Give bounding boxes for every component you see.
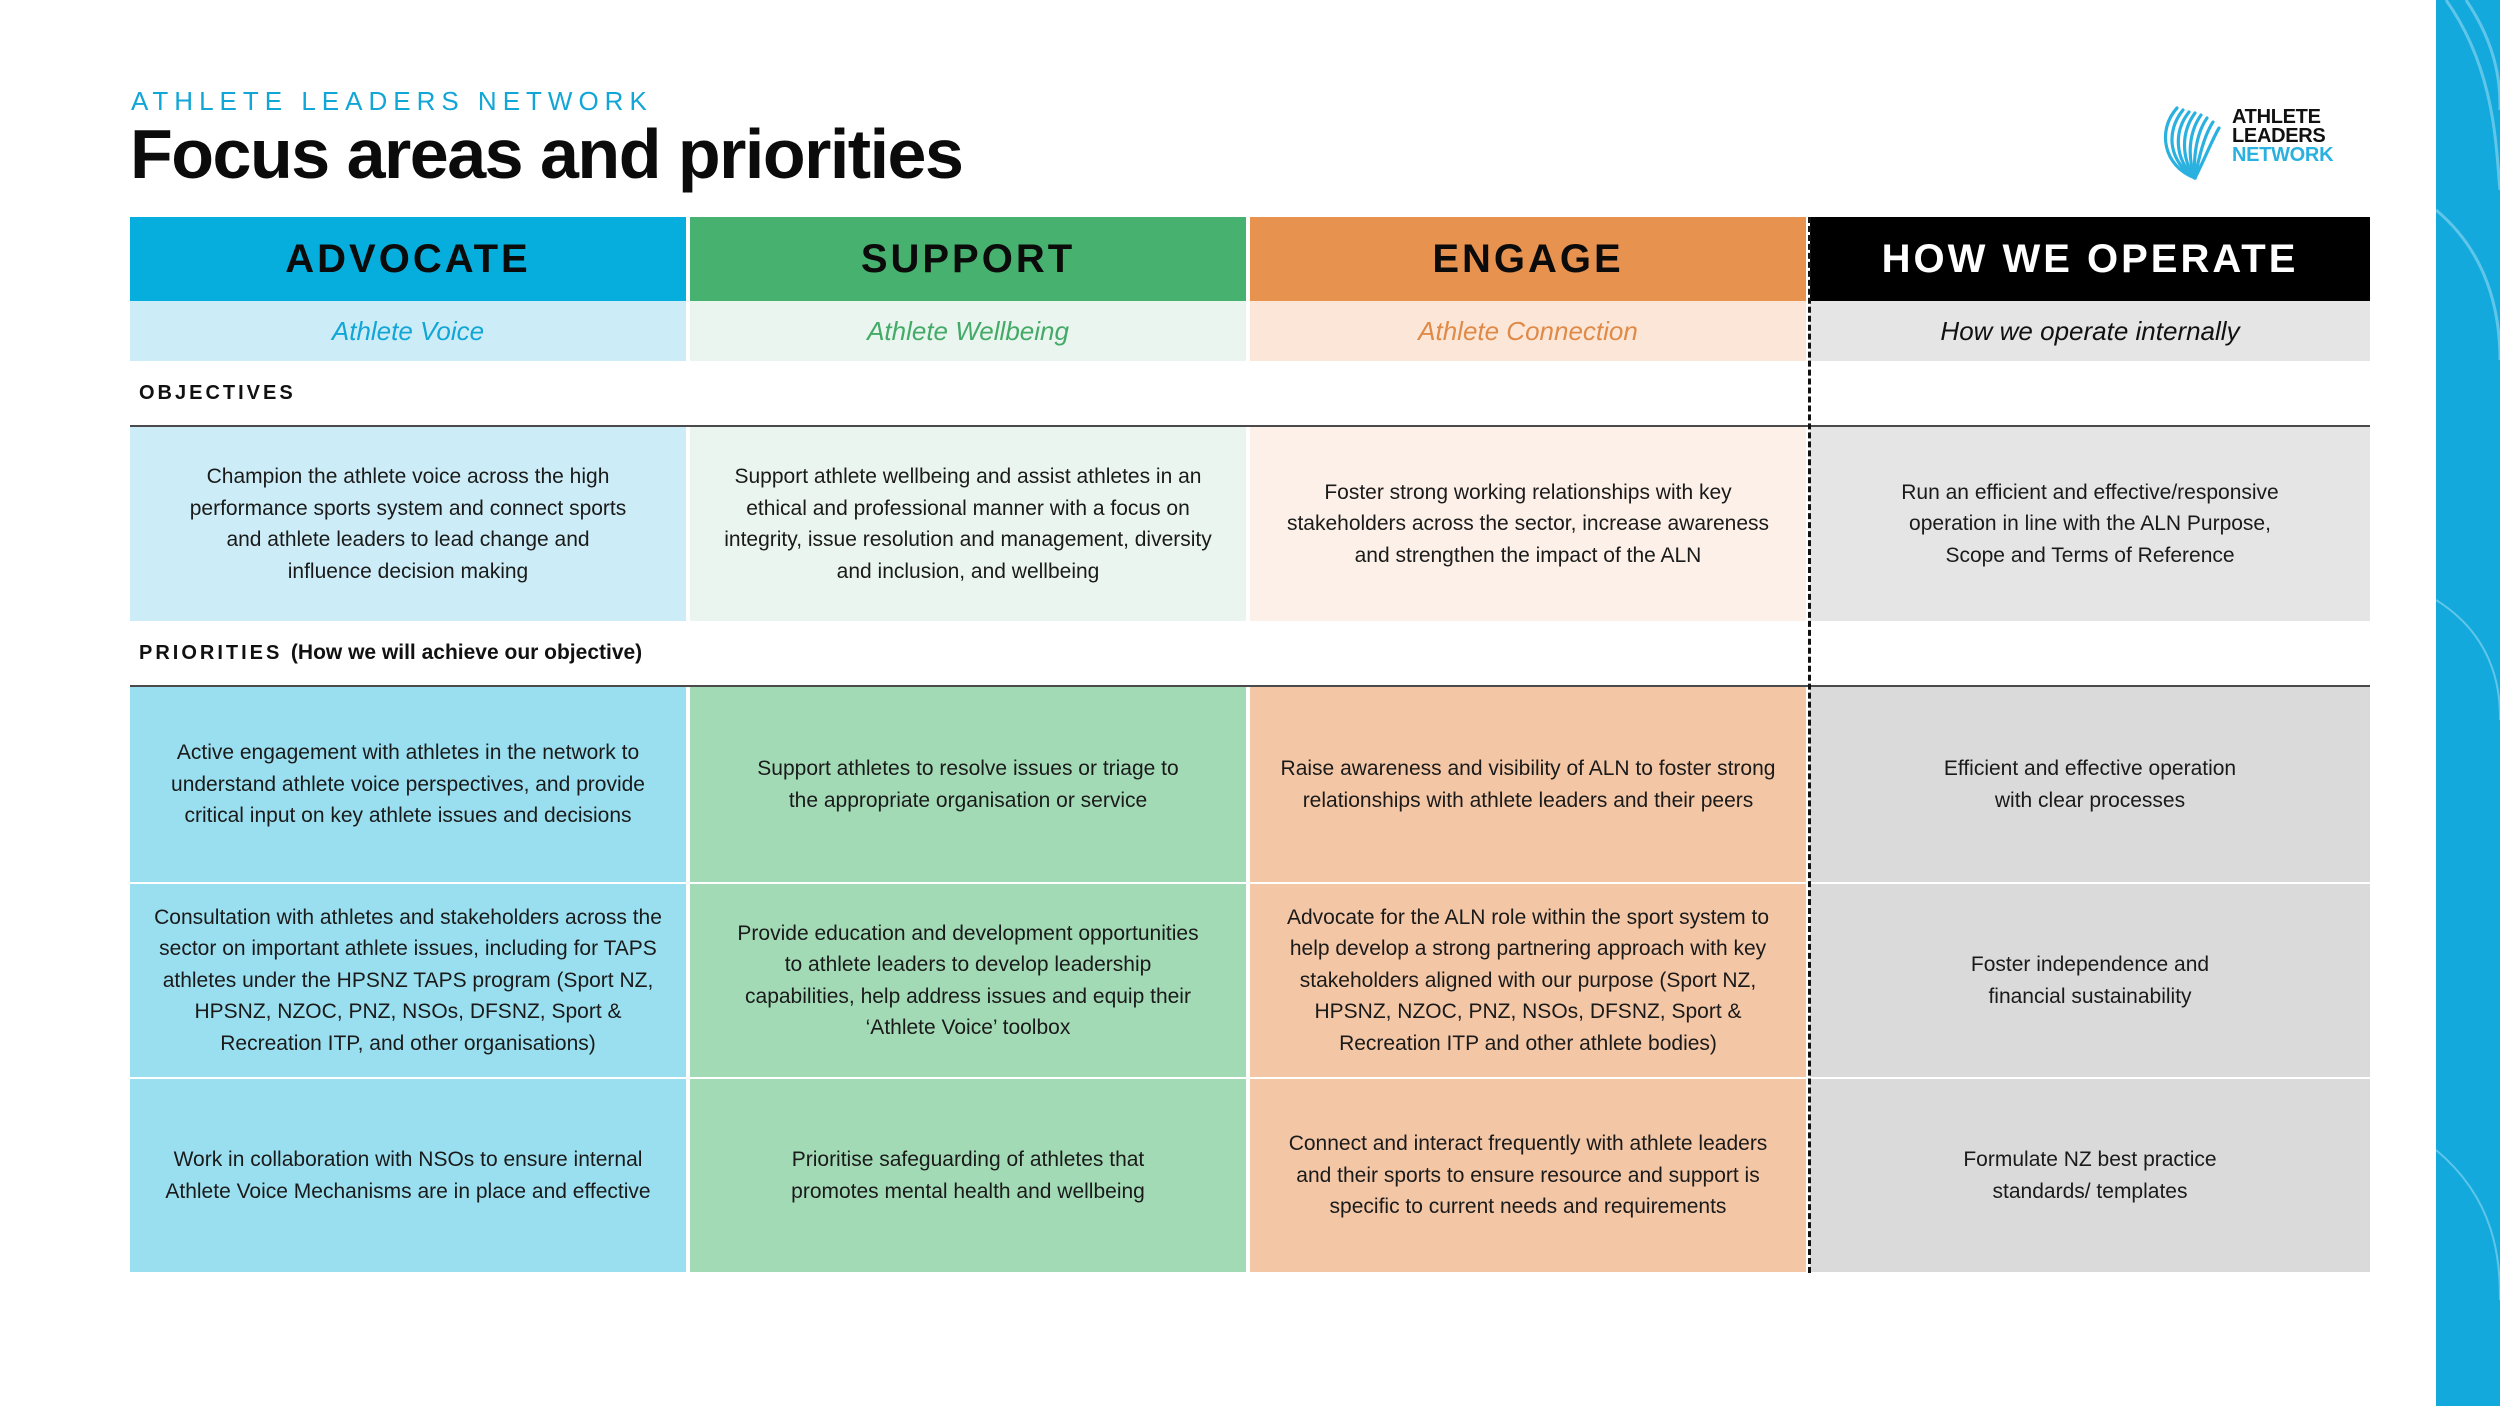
header-engage: ENGAGE xyxy=(1250,217,1806,301)
priorities-label-row xyxy=(130,621,2370,687)
objective-text: Foster strong working relationships with key stakeholders across the sector, increase awareness and strengthen the impact of the ALN xyxy=(1286,480,1770,567)
priority-text: Advocate for the ALN role within the sport system to help develop a strong partnering approach with key stakeholders aligned with our purpose (Sport NZ, HPSNZ, NZOC, PNZ, NSOs, DFSNZ, Sport & Recreation ITP and other athlete bodies) xyxy=(1286,905,1770,1055)
aln-logo xyxy=(2155,100,2355,190)
subheading-engage: Athlete Connection xyxy=(1250,301,1806,361)
operate-column-dashed-divider xyxy=(1808,217,1811,1273)
priority-text: Consultation with athletes and stakeholders across the sector on important athlete issues, including for TAPS athletes under the HPSNZ TAPS program (Sport NZ, HPSNZ, NZOC, PNZ, NSOs, DFSNZ, Sport & Recreation ITP, and other organisations) xyxy=(154,905,662,1055)
priority-advocate xyxy=(130,884,686,1077)
priority-text: Foster independence and financial sustainability xyxy=(1970,953,2210,1008)
priority-row xyxy=(130,882,2370,1077)
priority-text: Formulate NZ best practice standards/ templates xyxy=(1963,1148,2217,1203)
wave-lines-decoration xyxy=(2436,0,2500,1406)
column-header-row xyxy=(130,217,2370,301)
subheading-support: Athlete Wellbeing xyxy=(690,301,1246,361)
priority-advocate xyxy=(130,1079,686,1272)
priority-support xyxy=(690,687,1246,882)
focus-areas-table xyxy=(130,217,2370,1272)
priorities-label xyxy=(130,641,642,665)
subheading-row xyxy=(130,301,2370,361)
subheading-how-we-operate: How we operate internally xyxy=(1810,301,2370,361)
logo-line-3: NETWORK xyxy=(2232,144,2334,166)
page-title: Focus areas and priorities xyxy=(130,115,963,193)
priority-text: Provide education and development opportunities to athlete leaders to develop leadership capabilities, help address issues and equip their ‘Athlete Voice’ toolbox xyxy=(737,921,1199,1039)
priority-row xyxy=(130,1077,2370,1272)
logo-wordmark xyxy=(2232,108,2333,165)
priority-support xyxy=(690,884,1246,1077)
objective-advocate xyxy=(130,427,686,621)
objective-text: Support athlete wellbeing and assist athletes in an ethical and professional manner with a focus on integrity, issue resolution and management, diversity and inclusion, and wellbeing xyxy=(724,465,1212,583)
priority-text: Active engagement with athletes in the network to understand athlete voice perspectives, and provide critical input on key athlete issues and decisions xyxy=(171,741,645,828)
priority-support xyxy=(690,1079,1246,1272)
decorative-side-band xyxy=(2436,0,2500,1406)
subheading-advocate: Athlete Voice xyxy=(130,301,686,361)
logo-mark-icon xyxy=(2155,100,2230,185)
priority-engage xyxy=(1250,884,1806,1077)
header-support: SUPPORT xyxy=(690,217,1246,301)
priority-text: Work in collaboration with NSOs to ensure internal Athlete Voice Mechanisms are in place and effective xyxy=(165,1148,651,1203)
priority-how-we-operate xyxy=(1810,884,2370,1077)
objective-text: Run an efficient and effective/responsive operation in line with the ALN Purpose, Scope and Terms of Reference xyxy=(1901,480,2279,567)
objectives-label-row xyxy=(130,361,2370,427)
objectives-row xyxy=(130,427,2370,621)
priority-engage xyxy=(1250,1079,1806,1272)
priorities-label-main: PRIORITIES xyxy=(139,642,283,664)
objective-engage xyxy=(1250,427,1806,621)
priority-row xyxy=(130,687,2370,882)
priority-text: Prioritise safeguarding of athletes that promotes mental health and wellbeing xyxy=(791,1148,1145,1203)
priorities-label-sub: (How we will achieve our objective) xyxy=(290,641,643,664)
header-how-we-operate: HOW WE OPERATE xyxy=(1810,217,2370,301)
priority-text: Support athletes to resolve issues or triage to the appropriate organisation or service xyxy=(757,757,1179,812)
objectives-label: OBJECTIVES xyxy=(139,381,296,404)
priority-how-we-operate xyxy=(1810,687,2370,882)
priority-text: Connect and interact frequently with athlete leaders and their sports to ensure resource and support is specific to current needs and requirements xyxy=(1288,1132,1768,1219)
priority-text: Efficient and effective operation with clear processes xyxy=(1943,757,2237,812)
priority-advocate xyxy=(130,687,686,882)
priority-text: Raise awareness and visibility of ALN to foster strong relationships with athlete leaders and their peers xyxy=(1280,757,1776,812)
objective-how-we-operate xyxy=(1810,427,2370,621)
priority-engage xyxy=(1250,687,1806,882)
objective-text: Champion the athlete voice across the high performance sports system and connect sports and athlete leaders to lead change and influence decision making xyxy=(189,465,627,583)
logo-line-2: LEADERS xyxy=(2232,125,2326,147)
logo-line-1: ATHLETE xyxy=(2232,106,2321,128)
priority-how-we-operate xyxy=(1810,1079,2370,1272)
objective-support xyxy=(690,427,1246,621)
header-advocate: ADVOCATE xyxy=(130,217,686,301)
page-eyebrow: ATHLETE LEADERS NETWORK xyxy=(131,86,653,116)
